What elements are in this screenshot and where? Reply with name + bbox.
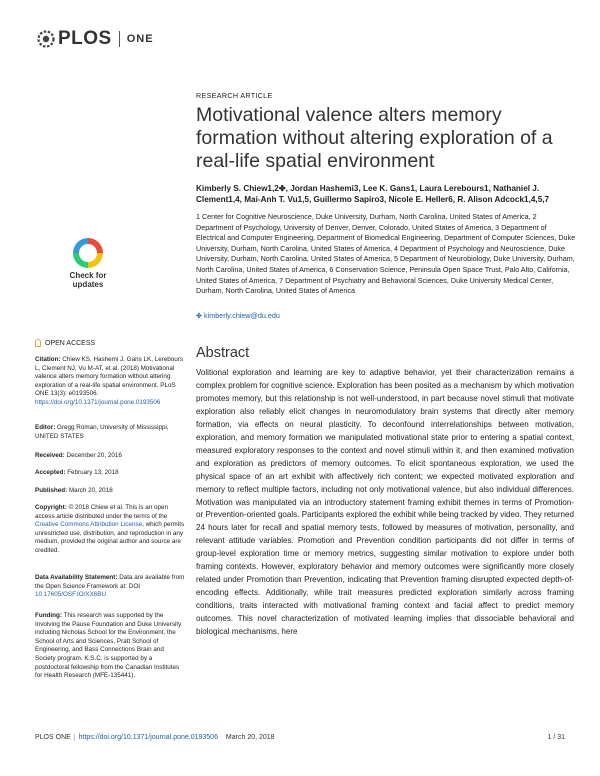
plos-logo[interactable] — [36, 28, 154, 50]
copyright-label: Copyright: — [35, 504, 67, 511]
editor-text: Gregg Roman, University of Mississippi, UNITED STATES — [35, 424, 169, 440]
plos-logo-mark-icon — [36, 29, 56, 49]
editor-block — [35, 424, 185, 441]
page-footer: PLOS ONE | https://doi.org/10.1371/journal.pone.0193506 March 20, 2018 1 / 31 — [35, 734, 565, 741]
article-type: RESEARCH ARTICLE — [196, 91, 273, 100]
editor-label: Editor: — [35, 424, 56, 431]
citation-text: Chiew KS, Hashemi J, Gans LK, Lerebours L, Clement NJ, Vu M-AT, et al. (2018) Motivational valence alters memory formation without altering exploration of a real-life spatial environment. PLoS ONE 13(3): e0193506. — [35, 356, 184, 398]
copyright-text-2: , which permits unrestricted use, distribution, and reproduction in any medium, provided the original author and source are credited. — [35, 521, 185, 554]
article-title: Motivational valence alters memory formation without altering exploration of a real-life spatial environment — [196, 104, 553, 172]
received-block — [35, 452, 185, 461]
published-block — [35, 487, 185, 496]
copyright-text-1: © 2018 Chiew et al. This is an open access article distributed under the terms of the — [35, 504, 168, 520]
author-list: Kimberly S. Chiew1,2✤, Jordan Hashemi3, Lee K. Gans1, Laura Lerebours1, Nathaniel J. Clement1,4, Mai-Anh T. Vu1,5, Guillermo Sapiro3, Nicole E. Heller6, R. Alison Adcock1,4,5,7 — [196, 184, 550, 204]
accepted-block — [35, 469, 185, 478]
corresponding-email[interactable]: ✤ kimberly.chiew@du.edu — [196, 311, 280, 320]
update-ring-icon — [73, 238, 103, 268]
journal-name: ONE — [126, 33, 154, 45]
badge-line-2: updates — [72, 280, 104, 289]
published-date: March 20, 2018 — [68, 487, 113, 494]
published-label: Published: — [35, 487, 68, 494]
footer-journal: PLOS ONE — [35, 734, 71, 741]
badge-line-1: Check for — [69, 271, 107, 280]
data-availability-label: Data Availability Statement: — [35, 574, 118, 581]
citation-doi-link[interactable]: https://doi.org/10.1371/journal.pone.0193506 — [35, 398, 161, 406]
abstract-heading: Abstract — [196, 345, 250, 361]
received-label: Received: — [35, 452, 65, 459]
funding-text: This research was supported by the Involving the Pause Foundation and Duke University including Nicholas School for the Environment, the School of Arts and Sciences, Pratt School of Engineering, and Bass Connections Brain and Society program. K.S.C. is supported by a postdoctoral fellowship from the Canadian Institutes for Health Research (MFE-135441). — [35, 612, 182, 680]
open-access-label — [35, 339, 95, 347]
osf-doi-link[interactable]: 10.17605/OSF.IO/XX6BU — [35, 591, 107, 599]
citation-label: Citation: — [35, 356, 61, 363]
footer-doi-link[interactable]: https://doi.org/10.1371/journal.pone.0193506 — [78, 734, 218, 741]
page-number: 1 / 31 — [547, 734, 565, 741]
accepted-date: February 13, 2018 — [67, 469, 119, 476]
footer-date: March 20, 2018 — [225, 734, 275, 741]
logo-text: PLOS — [58, 28, 112, 49]
funding-label: Funding: — [35, 612, 62, 619]
abstract-text: Volitional exploration and learning are key to adaptive behavior, yet their characterization remains a complex problem for cognitive science. Exploration has been posited as a mechanism by which motivation promotes memory, but this relationship is not well-understood, in part because novel stimuli that motivate exploration also reliably elicit changes in neuromodulatory brain systems that directly alter memory formation, via effects on neural plasticity. To deconfound interrelationships between motivation, exploration, and memory formation we manipulated motivational state prior to entering a spatial context, measured exploratory responses to the context and novel stimuli within it, and then examined motivation and exploration as predictors of memory outcomes. To elicit spontaneous exploration, we used the physical space of an art exhibit with affectively rich content; we expected motivated exploration and memory to reflect multiple factors, including not only motivational valence, but also individual differences. Motivation was manipulated via an introductory statement framing exhibit themes in terms of Promotion- or Prevention-oriented goals. Participants explored the exhibit while being tracked by video. They returned 24 hours later for recall and spatial memory tests, followed by measures of motivation, personality, and relevant attitude variables. Promotion and Prevention condition participants did not differ in terms of group-level exploration time or memory metrics, suggesting similar motivation to explore under both framing contexts. However, exploratory behavior and memory outcomes were significantly more closely related under Promotion than Prevention, indicating that Prevention framing disrupted expected depth-of-encoding effects. Additionally, while trait measures predicted exploration similarly across framing conditions, traits interacted with motivational framing context and facial affect to predict memory outcomes. This novel characterization of motivated learning implies that dissociable behavioral and biological mechanisms, here — [196, 368, 574, 637]
received-date: December 20, 2016 — [66, 452, 122, 459]
open-access-text: OPEN ACCESS — [45, 339, 96, 347]
data-availability-block — [35, 574, 185, 600]
license-link[interactable]: Creative Commons Attribution License — [35, 521, 143, 529]
funding-block — [35, 612, 185, 681]
data-availability-text: Data are available from the Open Science Framework at: DOI — [35, 574, 185, 590]
citation-block — [35, 356, 185, 408]
logo-separator — [119, 31, 120, 47]
open-lock-icon — [35, 339, 41, 347]
check-for-updates-badge[interactable] — [60, 238, 116, 298]
affiliations: 1 Center for Cognitive Neuroscience, Duke University, Durham, North Carolina, United States of America, 2 Department of Psychology, University of Denver, Denver, Colorado, United States of America, 3 Department of Electrical and Computer Engineering, Department of Biomedical Engineering, Department of Computer Sciences, Duke University, Durham, North Carolina, United States of America, 4 Department of Psychology and Neuroscience, Duke University, Durham, North Carolina, United States of America, 5 Department of Neurobiology, Duke University, Durham, North Carolina, United States of America, 6 Conservation Science, Peninsula Open Space Trust, Palo Alto, California, United States of America, 7 Department of Psychiatry and Behavioral Sciences, Duke University Medical Center, Durham, North Carolina, United States of America — [196, 212, 576, 296]
accepted-label: Accepted: — [35, 469, 66, 476]
copyright-block — [35, 504, 185, 556]
